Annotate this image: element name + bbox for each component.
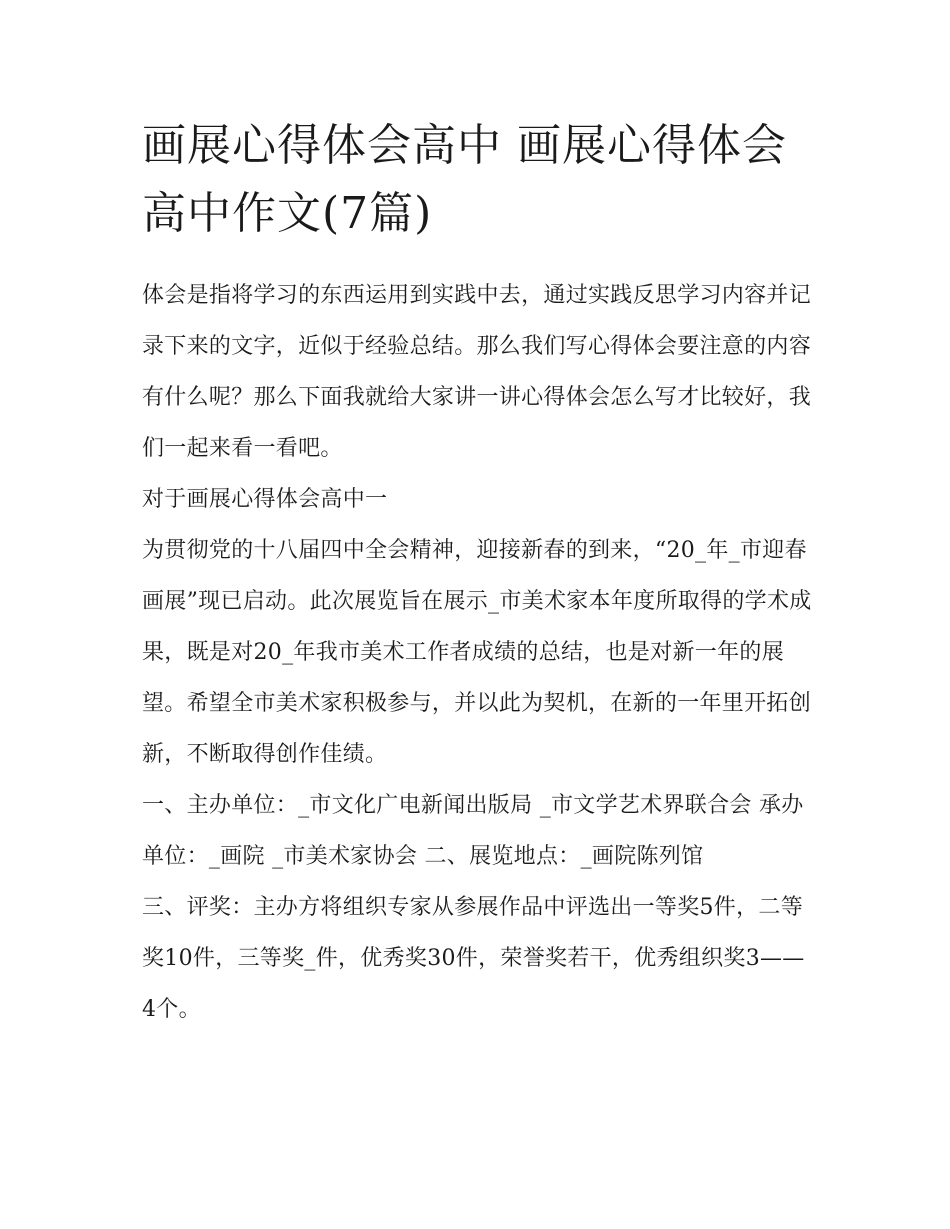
paragraph-organizers: 一、主办单位：_市文化广电新闻出版局 _市文学艺术界联合会 承办单位：_画院 _市美术家协会 二、展览地点：_画院陈列馆 [142,793,804,869]
paragraph-section-heading: 对于画展心得体会高中一 [142,487,388,512]
paragraph-awards: 三、评奖：主办方将组织专家从参展作品中评选出一等奖5件，二等奖10件，三等奖_件，优秀奖30件，荣誉奖若干，优秀组织奖3——4个。 [142,895,805,1022]
paragraph-intro: 体会是指将学习的东西运用到实践中去，通过实践反思学习内容并记录下来的文字，近似于经验总结。那么我们写心得体会要注意的内容有什么呢？那么下面我就给大家讲一讲心得体会怎么写才比较好，我们一起来看一看吧。 [142,283,812,461]
paragraph-exhibition-purpose: 为贯彻党的十八届四中全会精神，迎接新春的到来，“20_年_市迎春画展”现已启动。此次展览旨在展示_市美术家本年度所取得的学术成果，既是对20_年我市美术工作者成绩的总结，也是对新一年的展望。希望全市美术家积极参与，并以此为契机，在新的一年里开拓创新，不断取得创作佳绩。 [142,538,812,767]
document-title: 画展心得体会高中 画展心得体会高中作文(7篇) [142,120,787,239]
